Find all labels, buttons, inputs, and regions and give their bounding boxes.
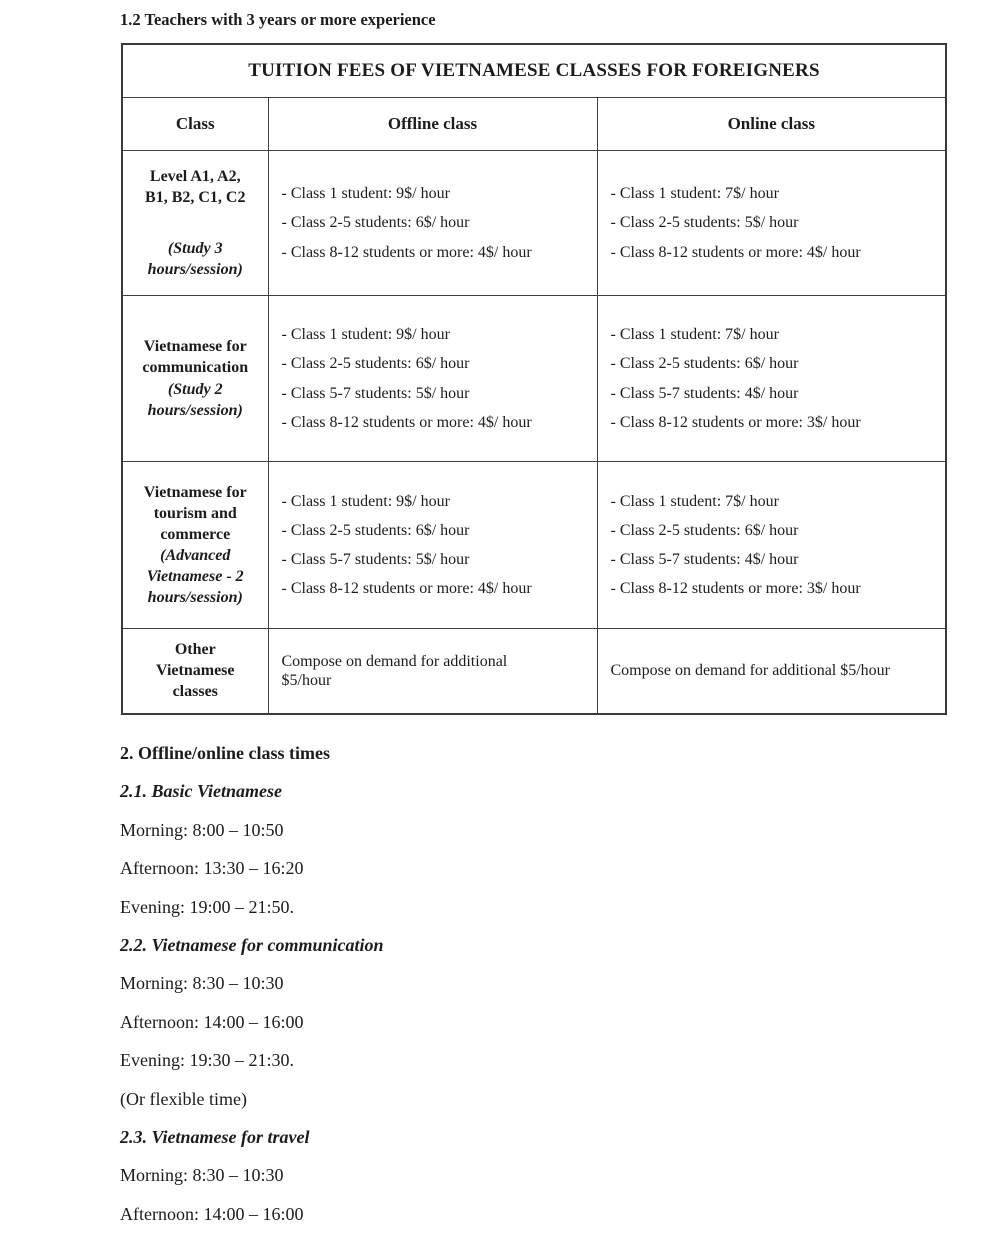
class-name: Other Vietnamese classes: [156, 641, 235, 701]
fee-line: - Class 5-7 students: 5$/ hour: [281, 384, 470, 402]
class-times-line: Afternoon: 14:00 – 16:00: [120, 1203, 304, 1224]
class-cell: [122, 462, 268, 629]
table-row: [122, 629, 946, 714]
class-times-body: [120, 772, 880, 1233]
class-times-heading: 2. Offline/online class times: [120, 743, 330, 763]
fee-line: - Class 1 student: 9$/ hour: [281, 492, 450, 510]
table-row: [122, 296, 946, 462]
class-note: (Study 2 hours/session): [147, 380, 243, 419]
fee-line: - Class 1 student: 9$/ hour: [281, 185, 450, 203]
fee-line: - Class 2-5 students: 6$/ hour: [281, 521, 470, 539]
fee-line: - Class 8-12 students or more: 4$/ hour: [281, 243, 532, 261]
fee-line: - Class 2-5 students: 6$/ hour: [281, 355, 470, 373]
class-note: (Study 3 hours/session): [147, 239, 243, 278]
fee-line: - Class 2-5 students: 6$/ hour: [281, 214, 470, 232]
table-title: TUITION FEES OF VIETNAMESE CLASSES FOR FOREIGNERS: [122, 44, 946, 98]
column-header-class: Class: [122, 98, 268, 151]
fee-line: - Class 1 student: 9$/ hour: [281, 326, 450, 344]
table-row: [122, 462, 946, 629]
fee-line: - Class 8-12 students or more: 3$/ hour: [610, 580, 861, 598]
class-times-line: Evening: 19:30 – 21:30.: [120, 1050, 294, 1071]
fee-line: Compose on demand for additional $5/hour: [281, 652, 508, 689]
online-fee-cell: [597, 629, 946, 714]
offline-fee-cell: [268, 629, 597, 714]
class-name: Level A1, A2, B1, B2, C1, C2: [145, 168, 246, 207]
class-cell: [122, 629, 268, 714]
class-times-line: Morning: 8:30 – 10:30: [120, 1165, 284, 1186]
online-fee-cell: [597, 296, 946, 462]
class-times-line: (Or flexible time): [120, 1088, 247, 1109]
table-title-row: [122, 44, 946, 98]
fee-line: - Class 2-5 students: 6$/ hour: [610, 355, 799, 373]
column-header-online-class: Online class: [597, 98, 946, 151]
fee-line: - Class 8-12 students or more: 3$/ hour: [610, 413, 861, 431]
fee-line: - Class 2-5 students: 5$/ hour: [610, 214, 799, 232]
online-fee-cell: [597, 151, 946, 296]
class-note: (Advanced Vietnamese - 2 hours/session): [146, 547, 244, 607]
class-cell: [122, 296, 268, 462]
fee-line: - Class 5-7 students: 4$/ hour: [610, 384, 799, 402]
class-times-subheading: 2.1. Basic Vietnamese: [120, 781, 282, 802]
class-times-line: Afternoon: 14:00 – 16:00: [120, 1011, 304, 1032]
section-heading: 1.2 Teachers with 3 years or more experience: [120, 10, 436, 29]
class-times-subheading: 2.3. Vietnamese for travel: [120, 1127, 310, 1148]
fee-line: - Class 8-12 students or more: 4$/ hour: [281, 580, 532, 598]
class-times-section: [120, 734, 880, 1233]
class-name: Vietnamese for tourism and commerce: [143, 483, 247, 543]
fee-line: - Class 5-7 students: 4$/ hour: [610, 551, 799, 568]
tuition-fees-table: [121, 43, 947, 715]
class-name: Vietnamese for communication: [142, 338, 249, 377]
fee-line: - Class 8-12 students or more: 4$/ hour: [610, 243, 861, 261]
fee-line: - Class 5-7 students: 5$/ hour: [281, 551, 470, 568]
offline-fee-cell: [268, 462, 597, 629]
class-times-line: Afternoon: 13:30 – 16:20: [120, 858, 304, 879]
table-row: [122, 151, 946, 296]
offline-fee-cell: [268, 151, 597, 296]
class-times-subheading: 2.2. Vietnamese for communication: [120, 935, 384, 956]
fee-line: - Class 2-5 students: 6$/ hour: [610, 521, 799, 539]
fee-line: - Class 1 student: 7$/ hour: [610, 185, 779, 203]
table-body: [122, 151, 946, 714]
fee-line: - Class 1 student: 7$/ hour: [610, 326, 779, 344]
fee-line: - Class 8-12 students or more: 4$/ hour: [281, 413, 532, 431]
class-times-line: Morning: 8:30 – 10:30: [120, 973, 284, 994]
fee-line: - Class 1 student: 7$/ hour: [610, 492, 779, 510]
online-fee-cell: [597, 462, 946, 629]
class-times-line: Morning: 8:00 – 10:50: [120, 819, 284, 840]
offline-fee-cell: [268, 296, 597, 462]
class-times-line: Evening: 19:00 – 21:50.: [120, 896, 294, 917]
fee-line: Compose on demand for additional $5/hour: [610, 662, 891, 680]
column-header-offline-class: Offline class: [268, 98, 597, 151]
table-header-row: [122, 98, 946, 151]
class-cell: [122, 151, 268, 296]
